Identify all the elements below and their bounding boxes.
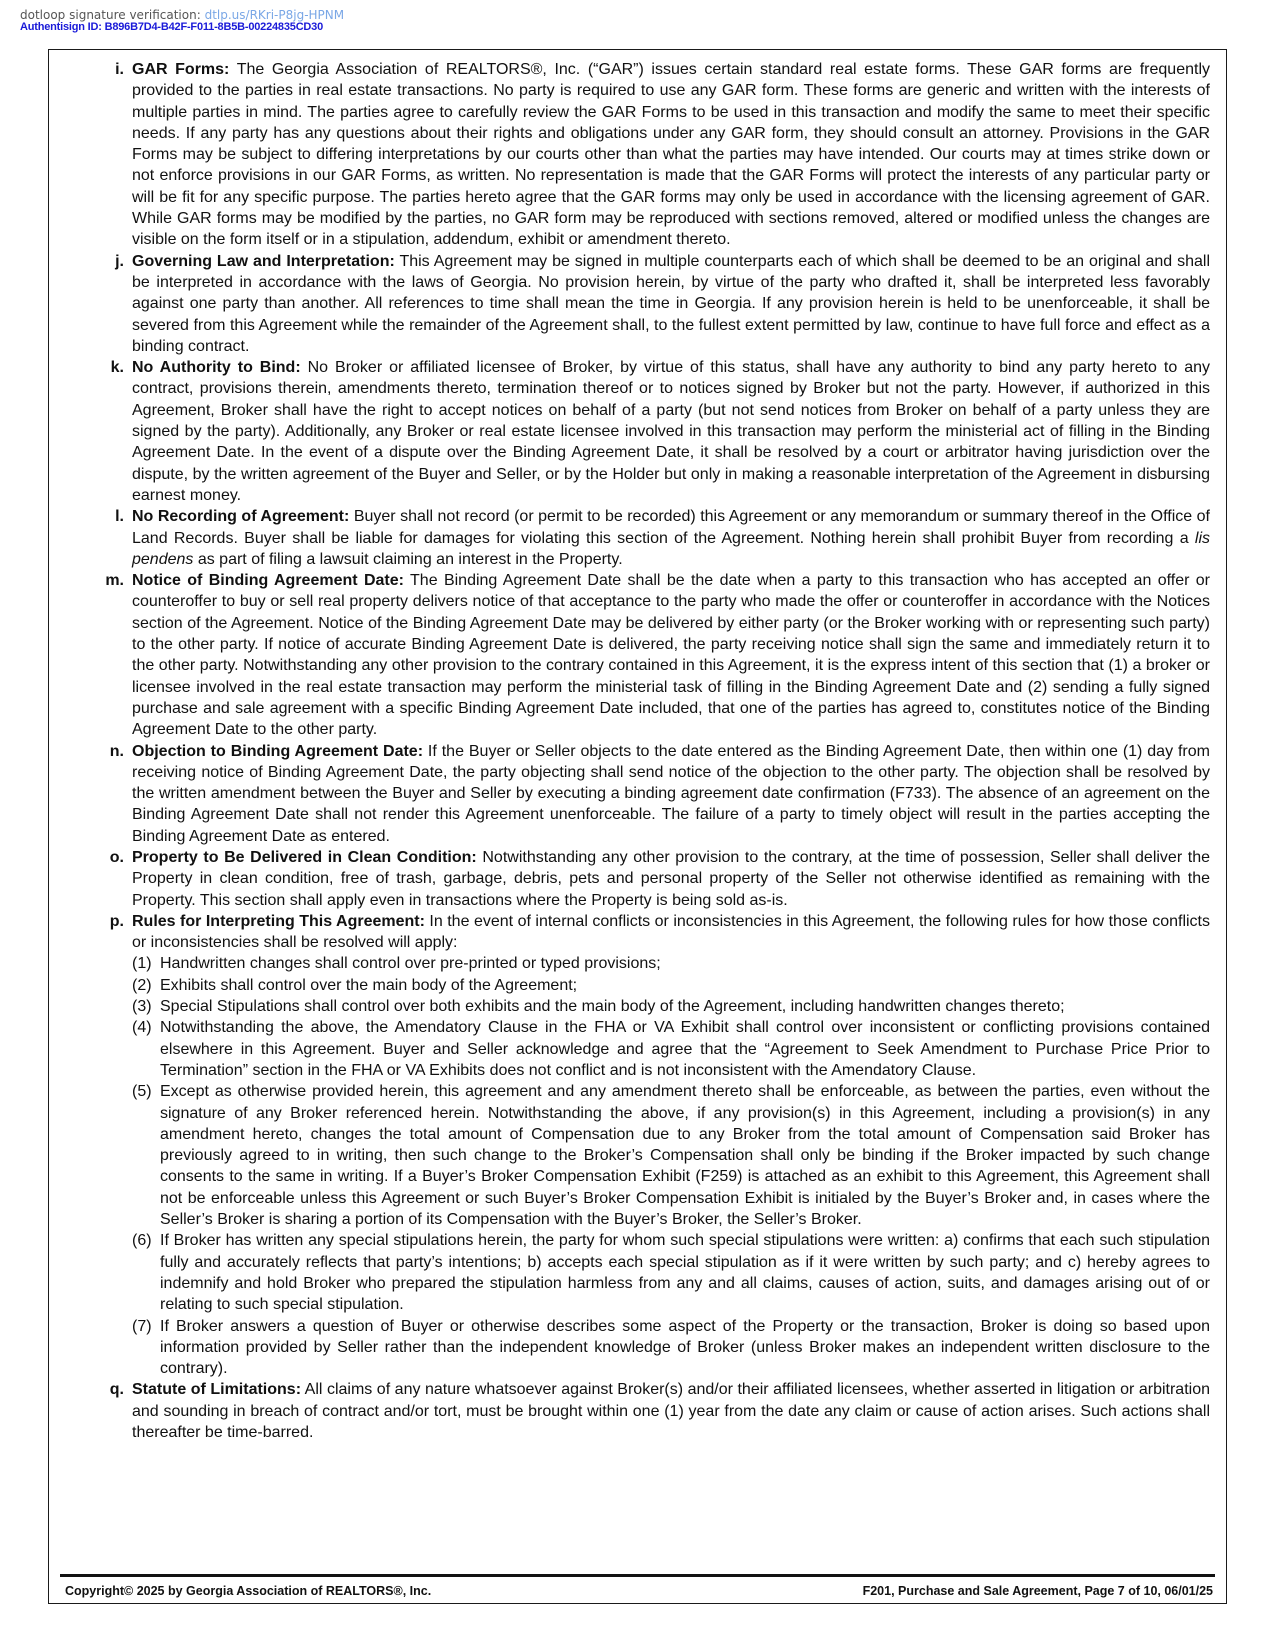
rule-text: Exhibits shall control over the main body of the Agreement; — [160, 976, 578, 994]
section-text: If the Buyer or Seller objects to the date entered as the Binding Agreement Date, then within one (1) day from receiving notice of Binding Agreement Date, the party objecting shall send notice of the objection to the other party. The objection shall be resolved by the written amendment between the Buyer and Seller by executing a binding agreement date confirmation (F733). The absence of an agreement on the Binding Agreement Date shall not render this Agreement unenforceable. The failure of a party to timely object will result in the parties accepting the Binding Agreement Date as entered. — [132, 742, 1210, 845]
section-j — [98, 251, 1210, 357]
rule-number: (6) — [132, 1232, 152, 1250]
section-text: Notwithstanding any other provision to the contrary, at the time of possession, Seller shall deliver the Property in clean condition, free of trash, garbage, debris, pets and personal property of the Seller not otherwise identified as remaining with the Property. This section shall apply even in transactions where the Property is being sold as-is. — [132, 848, 1210, 909]
document-body — [98, 59, 1210, 1443]
section-heading: GAR Forms: — [132, 61, 230, 78]
rule-item — [132, 1017, 1210, 1081]
footer-divider — [60, 1574, 1215, 1577]
signature-verification-link[interactable]: dtlp.us/RKri-P8jg-HPNM — [204, 8, 345, 22]
rule-item — [132, 1081, 1210, 1230]
rule-text: If Broker has written any special stipulations herein, the party for whom such special stipulations were written: a) confirms that each such stipulation fully and accurately reflects that party’s intentions; b) accepts each special stipulation as if it were written by such party; and c) hereby agrees to indemnify and hold Broker who prepared the stipulation harmless from any and all claims, causes of action, suits, and damages arising out of or relating to such special stipulation. — [160, 1232, 1210, 1314]
rule-number: (2) — [132, 976, 152, 994]
section-text: In the event of internal conflicts or inconsistencies in this Agreement, the following rules for how those conflicts or inconsistencies shall be resolved will apply: — [132, 912, 1210, 952]
footer-form-info: F201, Purchase and Sale Agreement, Page 7 of 10, 06/01/25 — [862, 1584, 1213, 1598]
footer-copyright: Copyright© 2025 by Georgia Association of REALTORS®, Inc. — [65, 1584, 432, 1598]
section-i — [98, 59, 1210, 251]
section-text: All claims of any nature whatsoever against Broker(s) and/or their affiliated licensees, whether asserted in litigation or arbitration and sounding in breach of contract and/or tort, must be brought within one (1) year from the date any claim or cause of action arises. Such actions shall thereafter be time-barred. — [132, 1381, 1211, 1441]
section-text: Buyer shall not record (or permit to be recorded) this Agreement or any memorandum or summary thereof in the Office of Land Records. Buyer shall be liable for damages for violating this section of the Agreement. Nothing herein shall prohibit Buyer from recording a — [132, 508, 1210, 547]
section-letter: q. — [109, 1381, 124, 1399]
rule-item — [132, 1230, 1210, 1315]
section-heading: No Authority to Bind: — [132, 359, 301, 377]
rule-text: Except as otherwise provided herein, this agreement and any amendment thereto shall be enforceable, as between the parties, even without the signature of any Broker referenced herein. Notwithstanding the above, if any provision(s) in this Agreement, including a provision(s) in any amendment hereto, changes the total amount of Compensation due to any Broker from the total amount of Compensation said Broker has previously agreed to in writing, then such change to the Broker’s Compensation shall only be binding if the Broker impacted by such change consents to the same in writing. If a Buyer’s Broker Compensation Exhibit (F259) is attached as an exhibit to this Agreement, this Agreement shall not be enforceable unless this Agreement or such Buyer’s Broker Compensation Exhibit is initialed by the Buyer’s Broker and, in cases where the Seller’s Broker is sharing a portion of its Compensation with the Buyer’s Broker, the Seller’s Broker. — [160, 1083, 1210, 1229]
section-text: The Georgia Association of REALTORS®, Inc. (“GAR”) issues certain standard real estate forms. These GAR forms are frequently provided to the parties in real estate transactions. No party is required to use any GAR form. These forms are generic and written with the interests of multiple parties in mind. The parties agree to carefully review the GAR Forms to be used in this transaction and modify the same to meet their specific needs. If any party has any questions about their rights and obligations under any GAR form, they should consult an attorney. Provisions in the GAR Forms may be subject to differing interpretations by our courts other than what the parties may have intended. Our courts may at times strike down or not enforce provisions in our GAR Forms, as written. No representation is made that the GAR Forms will protect the interests of any particular party or will be fit for any specific purpose. The parties hereto agree that the GAR forms may only be used in accordance with the licensing agreement of GAR. While GAR forms may be modified by the parties, no GAR form may be reproduced with sections removed, altered or modified unless the changes are visible on the form itself or in a stipulation, addendum, exhibit or amendment thereto. — [132, 61, 1210, 249]
section-heading: Governing Law and Interpretation: — [132, 252, 395, 270]
section-k — [98, 357, 1210, 506]
section-text-italic: lis pendens — [132, 529, 1210, 568]
rule-number: (5) — [132, 1083, 152, 1101]
section-letter: k. — [110, 359, 124, 377]
section-q — [98, 1379, 1210, 1443]
authentisign-id: Authentisign ID: B896B7D4-B42F-F011-8B5B-00224835CD30 — [20, 21, 324, 33]
rule-text: If Broker answers a question of Buyer or otherwise describes some aspect of the Property or the transaction, Broker is doing so based upon information provided by Seller rather than the independent knowledge of Broker (unless Broker makes an independent written disclosure to the contrary). — [160, 1317, 1210, 1378]
section-heading: No Recording of Agreement: — [132, 508, 350, 526]
section-letter: j. — [115, 252, 124, 270]
rule-item — [132, 953, 1210, 974]
section-letter: n. — [109, 742, 124, 760]
section-text-after: as part of filing a lawsuit claiming an interest in the Property. — [193, 550, 623, 568]
section-letter: l. — [115, 508, 124, 526]
section-text: This Agreement may be signed in multiple counterparts each of which shall be deemed to be an original and shall be interpreted in accordance with the laws of Georgia. No provision herein, by virtue of the party who drafted it, shall be interpreted less favorably against one party than another. All references to time shall mean the time in Georgia. If any provision herein is held to be unenforceable, it shall be severed from this Agreement while the remainder of the Agreement shall, to the fullest extent permitted by law, continue to have full force and effect as a binding contract. — [132, 252, 1211, 355]
rule-number: (7) — [132, 1317, 152, 1335]
rule-item — [132, 1316, 1210, 1380]
section-l — [98, 506, 1210, 570]
section-heading: Statute of Limitations: — [132, 1381, 302, 1399]
section-text: No Broker or affiliated licensee of Broker, by virtue of this status, shall have any authority to bind any party hereto to any contract, provisions therein, amendments thereto, termination thereof or to notices signed by Broker but not the party. However, if authorized in this Agreement, Broker shall have the right to accept notices on behalf of a party (but not send notices from Broker on behalf of a party unless they are signed by the party). Additionally, any Broker or real estate licensee involved in this transaction may perform the ministerial act of filling in the Binding Agreement Date. In the event of a dispute over the Binding Agreement Date, it shall be resolved by a court or arbitrator having jurisdiction over the dispute, by the written agreement of the Buyer and Seller, or by the Holder but only in making a reasonable interpretation of the Agreement in disbursing earnest money. — [132, 359, 1211, 504]
section-letter: o. — [109, 848, 124, 866]
rule-item — [132, 996, 1210, 1017]
rule-text: Handwritten changes shall control over pre-printed or typed provisions; — [160, 955, 661, 973]
section-o — [98, 847, 1210, 911]
section-heading: Rules for Interpreting This Agreement: — [132, 912, 425, 930]
section-letter: i. — [115, 61, 124, 78]
section-m — [98, 570, 1210, 740]
signature-verification-label: dotloop signature verification: — [20, 8, 201, 22]
rule-number: (4) — [132, 1019, 152, 1037]
rule-item — [132, 975, 1210, 996]
section-letter: p. — [109, 912, 124, 930]
section-text: The Binding Agreement Date shall be the date when a party to this transaction who has accepted an offer or counteroffer to buy or sell real property delivers notice of that acceptance to the party who made the offer or counteroffer in accordance with the Notices section of the Agreement. Notice of the Binding Agreement Date may be delivered by either party (or the Broker working with or representing such party) to the other party. If notice of accurate Binding Agreement Date is delivered, the party receiving notice shall sign the same and immediately return it to the other party. Notwithstanding any other provision to the contrary contained in this Agreement, it is the express intent of this section that (1) a broker or licensee involved in the real estate transaction may perform the ministerial task of filling in the Binding Agreement Date and (2) sending a fully signed purchase and sale agreement with a specific Binding Agreement Date included, that one of the parties has agreed to, constitutes notice of the Binding Agreement Date to the other party. — [132, 572, 1211, 739]
rule-number: (3) — [132, 998, 152, 1016]
section-letter: m. — [105, 572, 124, 590]
section-heading: Property to Be Delivered in Clean Condition: — [132, 848, 477, 866]
rule-number: (1) — [132, 955, 152, 973]
section-heading: Notice of Binding Agreement Date: — [132, 572, 404, 590]
section-n — [98, 741, 1210, 847]
section-p — [98, 911, 1210, 1380]
rule-text: Special Stipulations shall control over both exhibits and the main body of the Agreement, including handwritten changes thereto; — [160, 998, 1065, 1016]
section-heading: Objection to Binding Agreement Date: — [132, 742, 424, 760]
signature-verification — [20, 8, 344, 22]
rule-text: Notwithstanding the above, the Amendatory Clause in the FHA or VA Exhibit shall control over inconsistent or conflicting provisions contained elsewhere in this Agreement. Buyer and Seller acknowledge and agree that the “Agreement to Seek Amendment to Purchase Price Prior to Termination” section in the FHA or VA Exhibits does not conflict and is not inconsistent with the Amendatory Clause. — [160, 1019, 1210, 1079]
